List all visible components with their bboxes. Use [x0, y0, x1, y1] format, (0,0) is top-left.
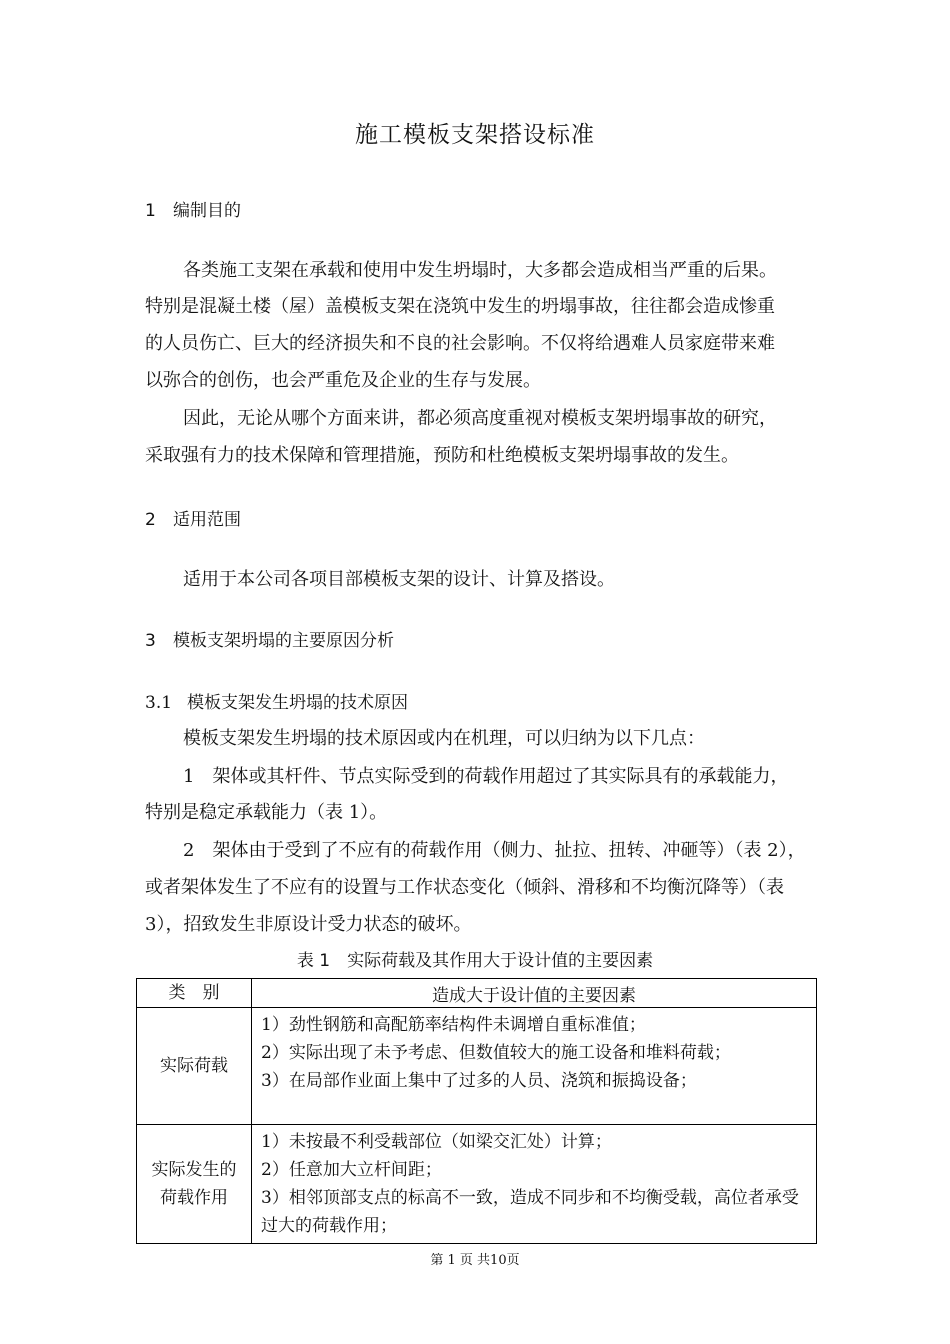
- paragraph-line: 以弥合的创伤，也会严重危及企业的生存与发展。: [145, 370, 541, 391]
- paragraph-line: 特别是混凝土楼（屋）盖模板支架在浇筑中发生的坍塌事故，往往都会造成惨重: [145, 296, 775, 317]
- section-title: 模板支架坍塌的主要原因分析: [173, 631, 394, 651]
- category-label: 荷载作用: [160, 1188, 228, 1208]
- paragraph-line: 的人员伤亡、巨大的经济损失和不良的社会影响。不仅将给遇难人员家庭带来难: [145, 333, 775, 354]
- table-row: [137, 1125, 817, 1244]
- category-cell: [137, 1125, 252, 1244]
- page-title: 施工模板支架搭设标准: [355, 122, 595, 148]
- section-number: 3: [145, 631, 156, 651]
- category-cell: [137, 1008, 252, 1125]
- reason-item: 1）未按最不利受载部位（如梁交汇处）计算；: [261, 1132, 612, 1152]
- page-footer: 第 1 页 共10页: [430, 1253, 520, 1268]
- paragraph-line: 模板支架发生坍塌的技术原因或内在机理，可以归纳为以下几点：: [183, 728, 705, 749]
- column-header-factors: 造成大于设计值的主要因素: [252, 979, 817, 1008]
- paragraph-line: 因此，无论从哪个方面来讲，都必须高度重视对模板支架坍塌事故的研究，: [183, 408, 777, 429]
- paragraph-line: 采取强有力的技术保障和管理措施，预防和杜绝模板支架坍塌事故的发生。: [145, 445, 739, 466]
- list-item-line: 1 架体或其杆件、节点实际受到的荷载作用超过了其实际具有的承载能力，: [183, 766, 789, 787]
- section-title: 适用范围: [173, 510, 241, 530]
- paragraph-line: 各类施工支架在承载和使用中发生坍塌时，大多都会造成相当严重的后果。: [183, 260, 777, 281]
- section-2-heading: [145, 505, 241, 530]
- column-header-category: 类 别: [137, 979, 252, 1008]
- paragraph-line: 适用于本公司各项目部模板支架的设计、计算及搭设。: [183, 569, 615, 590]
- section-number: 2: [145, 510, 156, 530]
- reason-item: 2）实际出现了未予考虑、但数值较大的施工设备和堆料荷载；: [261, 1043, 731, 1063]
- table-header-row: [137, 979, 817, 1008]
- section-3-heading: [145, 626, 394, 651]
- list-item-line: 或者架体发生了不应有的设置与工作状态变化（倾斜、滑移和不均衡沉降等）（表: [145, 877, 784, 898]
- table-caption: 表 1 实际荷载及其作用大于设计值的主要因素: [296, 951, 654, 971]
- subsection-title: 模板支架发生坍塌的技术原因: [187, 693, 408, 713]
- subsection-3-1-heading: [145, 688, 408, 713]
- reason-item: 2）任意加大立杆间距；: [261, 1160, 442, 1180]
- category-label: 实际荷载: [160, 1056, 228, 1076]
- category-label: 实际发生的: [151, 1160, 237, 1180]
- reasons-cell: [252, 1008, 817, 1125]
- reason-item: 3）在局部作业面上集中了过多的人员、浇筑和振捣设备；: [261, 1071, 697, 1091]
- section-number: 1: [145, 201, 156, 221]
- reason-item: 1）劲性钢筋和高配筋率结构件未调增自重标准值；: [261, 1015, 646, 1035]
- table-row: [137, 1008, 817, 1125]
- reasons-cell: [252, 1125, 817, 1244]
- section-1-heading: [145, 196, 241, 221]
- list-item-line: 3），招致发生非原设计受力状态的破坏。: [145, 914, 472, 935]
- reason-item: 3）相邻顶部支点的标高不一致，造成不同步和不均衡受载，高位者承受过大的荷载作用；: [261, 1188, 799, 1236]
- list-item-line: 特别是稳定承载能力（表 1）。: [145, 802, 388, 823]
- section-title: 编制目的: [173, 201, 241, 221]
- subsection-number: 3.1: [145, 693, 173, 713]
- list-item-line: 2 架体由于受到了不应有的荷载作用（侧力、扯拉、扭转、冲砸等）（表 2），: [183, 840, 806, 861]
- table-1: [136, 978, 817, 1244]
